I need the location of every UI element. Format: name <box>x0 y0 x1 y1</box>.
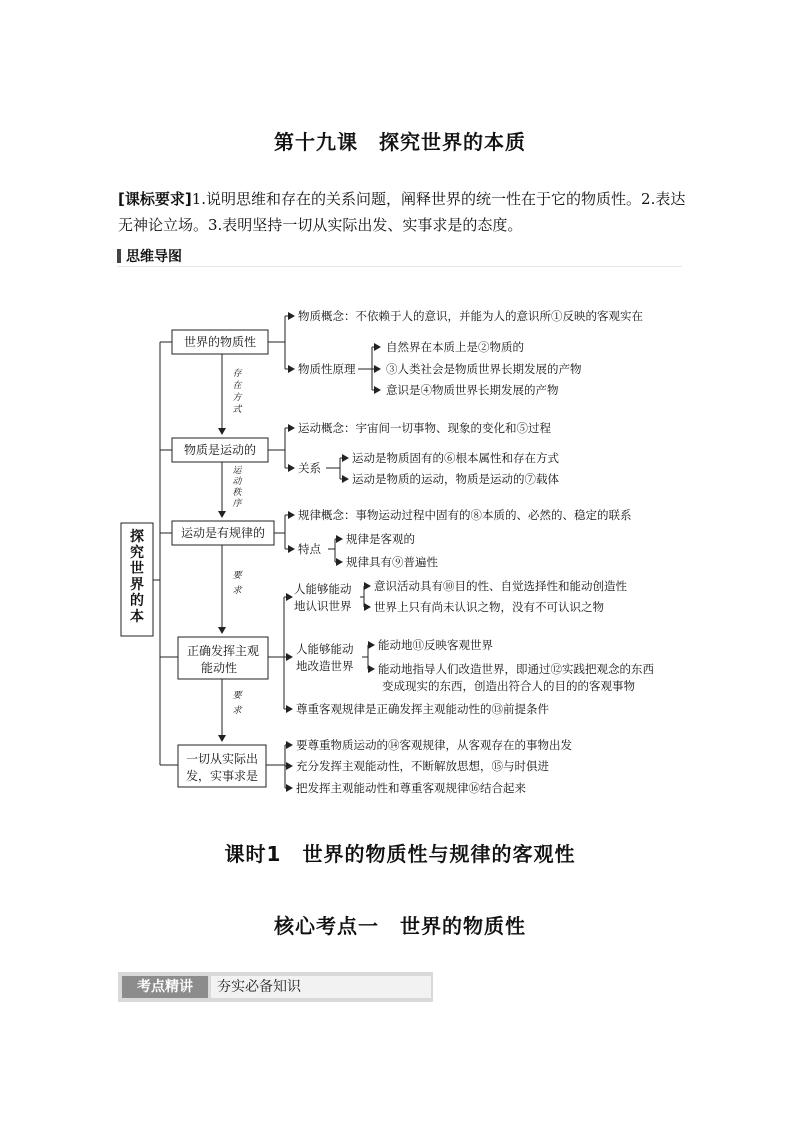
arrow-3-char-1: 要 <box>232 571 242 581</box>
arrow-1-char-3: 方 <box>232 393 242 403</box>
root-char-1: 探 <box>130 529 144 545</box>
text-society: ③人类社会是物质世界长期发展的产物 <box>386 362 582 376</box>
root-char-5: 的 <box>130 593 144 609</box>
text-law-universal: 规律具有⑨普遍性 <box>346 555 438 569</box>
mindmap-heading-label: 思维导图 <box>126 249 182 265</box>
arrow-2-char-2: 动 <box>232 477 242 487</box>
kaodian-label: 考点精讲 <box>122 976 208 998</box>
requirements-text: 1.说明思维和存在的关系问题，阐释世界的统一性在于它的物质性。2.表达无神论立场。3.表明坚持一切从实际出发、实事求是的态度。 <box>118 190 686 234</box>
node-1-label: 世界的物质性 <box>183 335 257 349</box>
section-title: 核心考点一 世界的物质性 <box>274 914 526 938</box>
text-consciousness: 意识是④物质世界长期发展的产物 <box>386 383 559 397</box>
text-consciousness-activity: 意识活动具有⑩目的性、自觉选择性和能动创造性 <box>374 579 627 593</box>
text-nature-material: 自然界在本质上是②物质的 <box>386 340 524 354</box>
text-respect-law: 尊重客观规律是正确发挥主观能动性的⑬前提条件 <box>296 702 549 716</box>
requirements-tag: [课标要求] <box>118 190 192 208</box>
text-guide-practice-1: 能动地指导人们改造世界，即通过⑫实践把观念的东西 <box>378 662 654 676</box>
arrow-1-char-2: 在 <box>232 381 242 391</box>
root-char-6: 本 <box>130 609 144 625</box>
text-reflect-world: 能动地⑪反映客观世界 <box>378 638 493 652</box>
node-5-label-1: 一切从实际出 <box>185 752 259 766</box>
text-matter-concept: 物质概念：不依赖于人的意识，并能为人的意识所①反映的客观实在 <box>298 309 643 323</box>
text-law-concept: 规律概念：事物运动过程中固有的⑧本质的、必然的、稳定的联系 <box>298 508 632 522</box>
root-char-3: 世 <box>130 561 144 577</box>
text-law-objective: 规律是客观的 <box>346 532 415 546</box>
text-motion-carrier: 运动是物质的运动，物质是运动的⑦载体 <box>352 472 559 486</box>
arrow-2-char-3: 秩 <box>232 488 242 498</box>
arrow-4-char-2: 求 <box>232 706 242 716</box>
arrow-4-char-1: 要 <box>232 691 242 701</box>
node-2-label: 物质是运动的 <box>183 443 257 457</box>
node-3-label: 运动是有规律的 <box>180 526 266 540</box>
text-respect-objective: 要尊重物质运动的⑭客观规律，从客观存在的事物出发 <box>296 738 572 752</box>
text-emancipate-mind: 充分发挥主观能动性，不断解放思想，⑮与时俱进 <box>296 759 549 773</box>
node-4-label-2: 能动性 <box>200 661 238 675</box>
text-matter-principle: 物质性原理 <box>298 362 356 376</box>
text-motion-attribute: 运动是物质固有的⑥根本属性和存在方式 <box>352 451 559 465</box>
node-4-label-1: 正确发挥主观 <box>186 644 260 658</box>
arrow-1-char-4: 式 <box>232 405 242 415</box>
kaodian-text: 夯实必备知识 <box>211 976 431 998</box>
arrow-2-char-4: 序 <box>232 499 242 509</box>
root-char-4: 界 <box>130 577 144 593</box>
text-change-world-2: 地改造世界 <box>296 659 354 673</box>
text-change-world-1: 人能够能动 <box>296 642 354 656</box>
arrow-1-char-1: 存 <box>232 369 242 379</box>
text-know-world-1: 人能够能动 <box>294 582 352 596</box>
text-guide-practice-2: 变成现实的东西，创造出符合人的目的的客观事物 <box>382 679 635 693</box>
text-know-world-2: 地认识世界 <box>294 599 352 613</box>
kaodian-banner <box>118 972 433 1002</box>
lesson-title: 第十九课 探究世界的本质 <box>274 130 526 154</box>
text-features: 特点 <box>298 542 321 556</box>
text-relation: 关系 <box>298 461 321 475</box>
text-unknown-things: 世界上只有尚未认识之物，没有不可认识之物 <box>374 600 604 614</box>
arrow-3-char-2: 求 <box>232 586 242 596</box>
text-motion-concept: 运动概念：宇宙间一切事物、现象的变化和⑤过程 <box>298 421 551 435</box>
text-combine: 把发挥主观能动性和尊重客观规律⑯结合起来 <box>296 781 526 795</box>
node-5-label-2: 发，实事求是 <box>185 769 259 783</box>
root-char-2: 究 <box>130 545 144 561</box>
lesson-subtitle: 课时1 世界的物质性与规律的客观性 <box>224 842 576 866</box>
arrow-2-char-1: 运 <box>232 466 242 476</box>
